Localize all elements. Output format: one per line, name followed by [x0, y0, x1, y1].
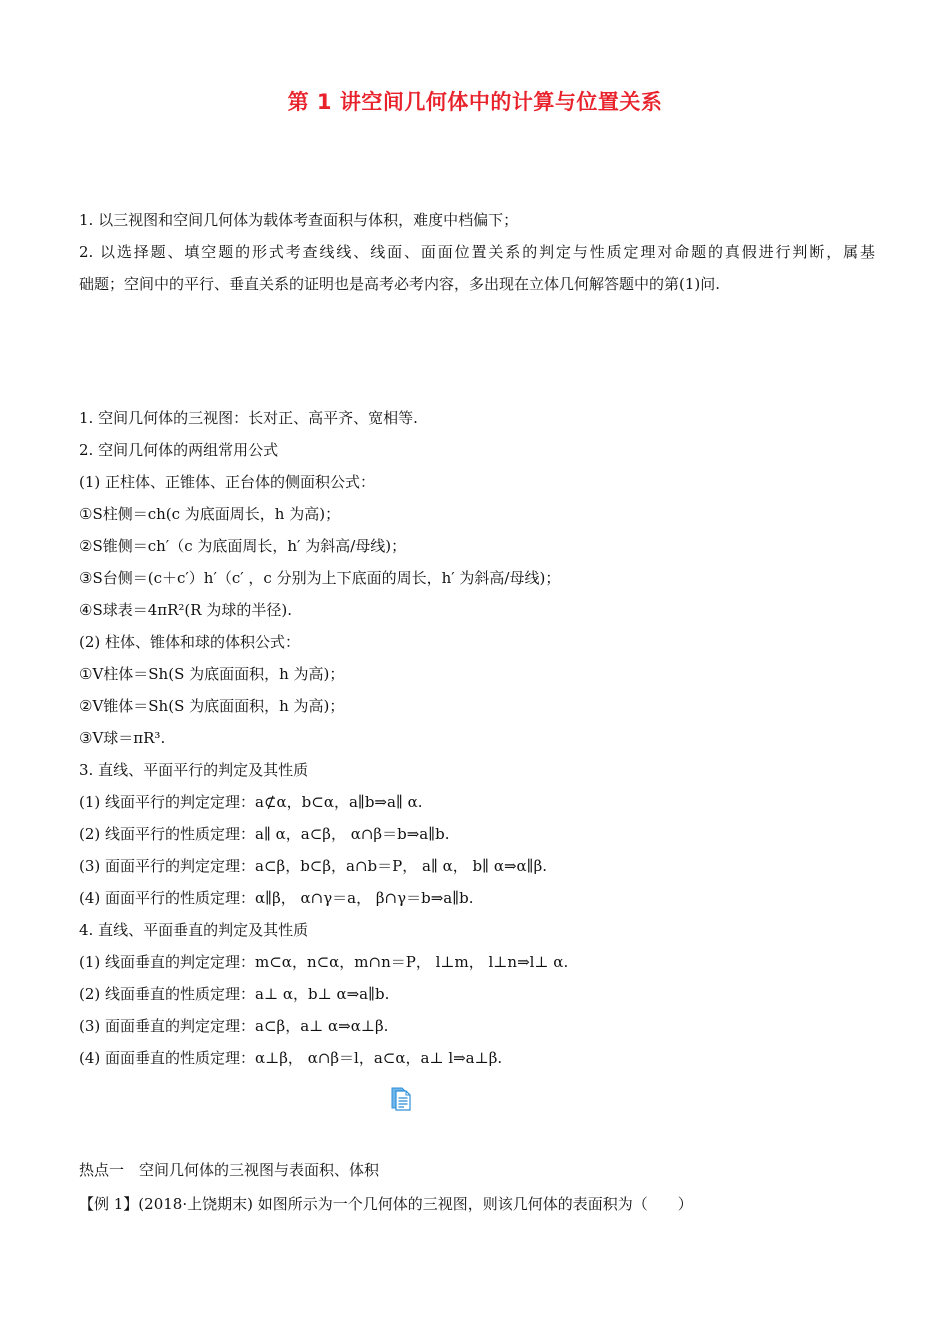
knowledge-line-11: ③V球＝πR³. — [79, 729, 166, 747]
knowledge-line-15: (3) 面面平行的判定定理：a⊂β，b⊂β，a∩b＝P， a∥ α， b∥ α⇒α∥β. — [79, 857, 548, 875]
knowledge-line-10: ②V锥体＝Sh(S 为底面面积，h 为高)； — [79, 697, 345, 715]
knowledge-line-21: (4) 面面垂直的性质定理：α⊥β， α∩β＝l，a⊂α，a⊥ l⇒a⊥β. — [79, 1049, 503, 1067]
knowledge-line-6: ③S台侧＝(c＋c′）h′（c′ ，c 分别为上下底面的周长，h′ 为斜高/母线)； — [79, 569, 561, 587]
knowledge-line-9: ①V柱体＝Sh(S 为底面面积，h 为高)； — [79, 665, 345, 683]
knowledge-line-14: (2) 线面平行的性质定理：a∥ α，a⊂β， α∩β＝b⇒a∥b. — [79, 825, 450, 843]
knowledge-line-13: (1) 线面平行的判定定理：a⊄α，b⊂α，a∥b⇒a∥ α. — [79, 793, 423, 811]
knowledge-line-3: (1) 正柱体、正锥体、正台体的侧面积公式： — [79, 473, 376, 491]
knowledge-line-7: ④S球表＝4πR²(R 为球的半径). — [79, 601, 292, 619]
knowledge-line-4: ①S柱侧＝ch(c 为底面周长，h 为高)； — [79, 505, 341, 523]
knowledge-line-5: ②S锥侧＝ch′（c 为底面周长，h′ 为斜高/母线)； — [79, 537, 407, 555]
page-title: 第 1 讲空间几何体中的计算与位置关系 — [287, 90, 663, 114]
knowledge-line-17: 4. 直线、平面垂直的判定及其性质 — [79, 921, 309, 939]
knowledge-line-16: (4) 面面平行的性质定理：α∥β， α∩γ＝a， β∩γ＝b⇒a∥b. — [79, 889, 474, 907]
knowledge-line-18: (1) 线面垂直的判定定理：m⊂α，n⊂α，m∩n＝P， l⊥m， l⊥n⇒l⊥ α. — [79, 953, 569, 971]
example-1: 【例 1】(2018·上饶期末) 如图所示为一个几何体的三视图，则该几何体的表面积为（ ） — [79, 1195, 693, 1213]
document-icon — [390, 1087, 412, 1111]
hotspot-title: 热点一 空间几何体的三视图与表面积、体积 — [79, 1161, 380, 1179]
knowledge-line-1: 1. 空间几何体的三视图：长对正、高平齐、宽相等. — [79, 409, 418, 427]
knowledge-line-8: (2) 柱体、锥体和球的体积公式： — [79, 633, 301, 651]
intro-line-2: 2. 以选择题、填空题的形式考查线线、线面、面面位置关系的判定与性质定理对命题的真假进行判断，属基 — [79, 243, 875, 261]
intro-line-3: 础题；空间中的平行、垂直关系的证明也是高考必考内容，多出现在立体几何解答题中的第(1)问. — [79, 275, 721, 293]
knowledge-line-20: (3) 面面垂直的判定定理：a⊂β，a⊥ α⇒α⊥β. — [79, 1017, 389, 1035]
intro-line-1: 1. 以三视图和空间几何体为载体考查面积与体积，难度中档偏下； — [79, 211, 519, 229]
knowledge-line-19: (2) 线面垂直的性质定理：a⊥ α，b⊥ α⇒a∥b. — [79, 985, 390, 1003]
knowledge-line-12: 3. 直线、平面平行的判定及其性质 — [79, 761, 309, 779]
knowledge-line-2: 2. 空间几何体的两组常用公式 — [79, 441, 279, 459]
